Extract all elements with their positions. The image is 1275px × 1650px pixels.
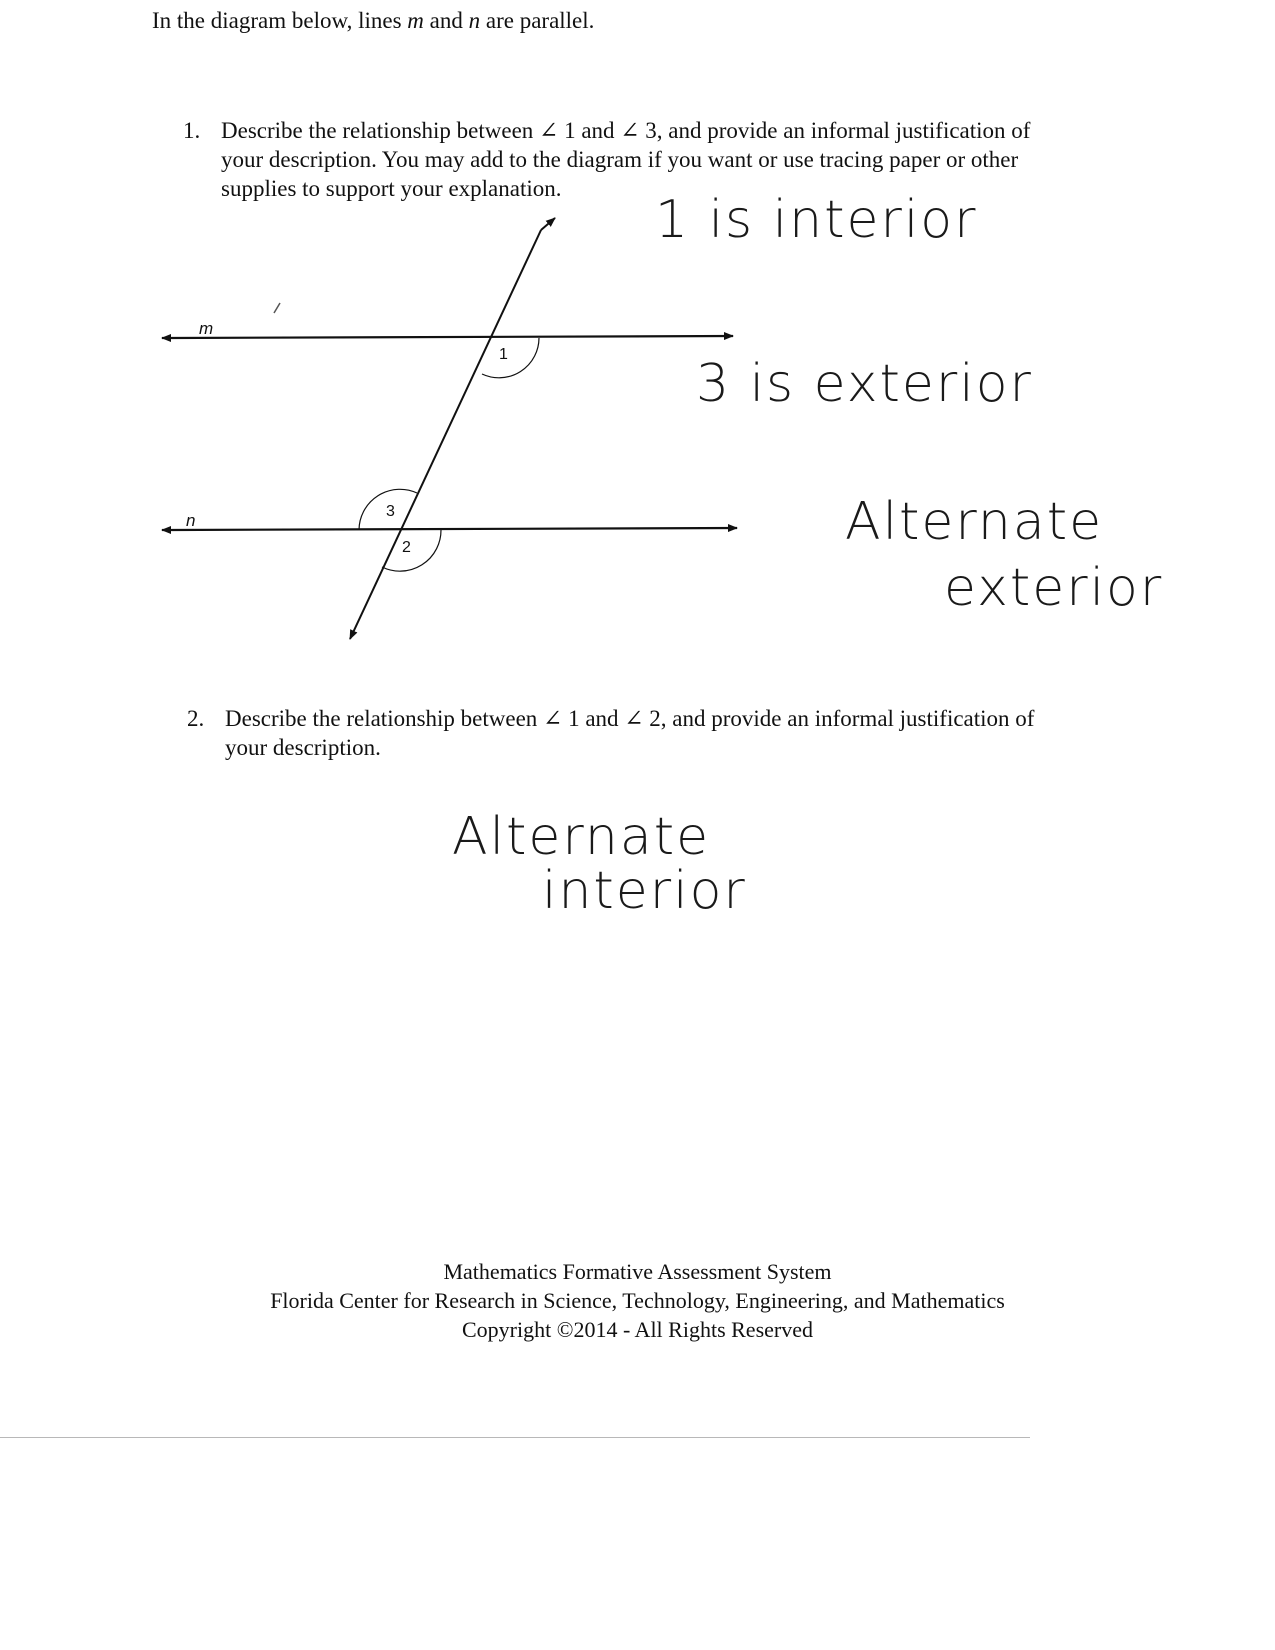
intro-var-n: n [468,8,481,33]
intro-post: are parallel. [480,8,595,33]
intro-var-m: m [407,8,424,33]
answer-q1-line-1: 1 is interior [655,190,978,250]
answer-q2-line-1: Alternate [452,807,711,867]
question-2-line-2: your description. [225,735,381,760]
question-1-number: 1. [183,118,201,143]
bottom-divider [0,1437,1030,1438]
question-1-line-2: your description. You may add to the diagram if you want or use tracing paper or other [221,147,1019,172]
question-2-number: 2. [187,706,205,731]
footer-line-2: Florida Center for Research in Science, Technology, Engineering, and Mathematics [270,1288,1005,1313]
angle-2-label: 2 [402,539,411,556]
line-m [172,336,733,338]
stray-mark [274,303,280,313]
line-n-label: n [186,511,196,530]
transversal-top-arrow [541,218,555,230]
footer-line-1: Mathematics Formative Assessment System [443,1259,832,1284]
angle-1-label: 1 [499,346,508,363]
transversal-line [350,230,541,639]
answer-q1-line-3: Alternate [845,492,1104,552]
question-2-line-1: Describe the relationship between ∠ 1 and ∠ 2, and provide an informal justification of [225,706,1035,731]
angle-3-label: 3 [386,503,395,520]
question-2 [187,704,1107,764]
answer-q1-line-2: 3 is exterior [696,354,1033,414]
line-m-label: m [199,319,214,338]
line-n [172,528,737,530]
angle-1-arc [482,338,539,378]
intro-mid: and [423,8,469,33]
question-1-line-1: Describe the relationship between ∠ 1 and ∠ 3, and provide an informal justification of [221,118,1031,143]
intro-pre: In the diagram below, lines [152,8,408,33]
footer-line-3: Copyright ©2014 - All Rights Reserved [462,1317,813,1342]
question-2-text [225,704,1034,762]
question-1-line-3: supplies to support your explanation. [221,176,562,201]
answer-q2-line-2: interior [542,861,747,921]
footer [0,1257,1275,1344]
answer-q1-line-4: exterior [944,558,1164,618]
